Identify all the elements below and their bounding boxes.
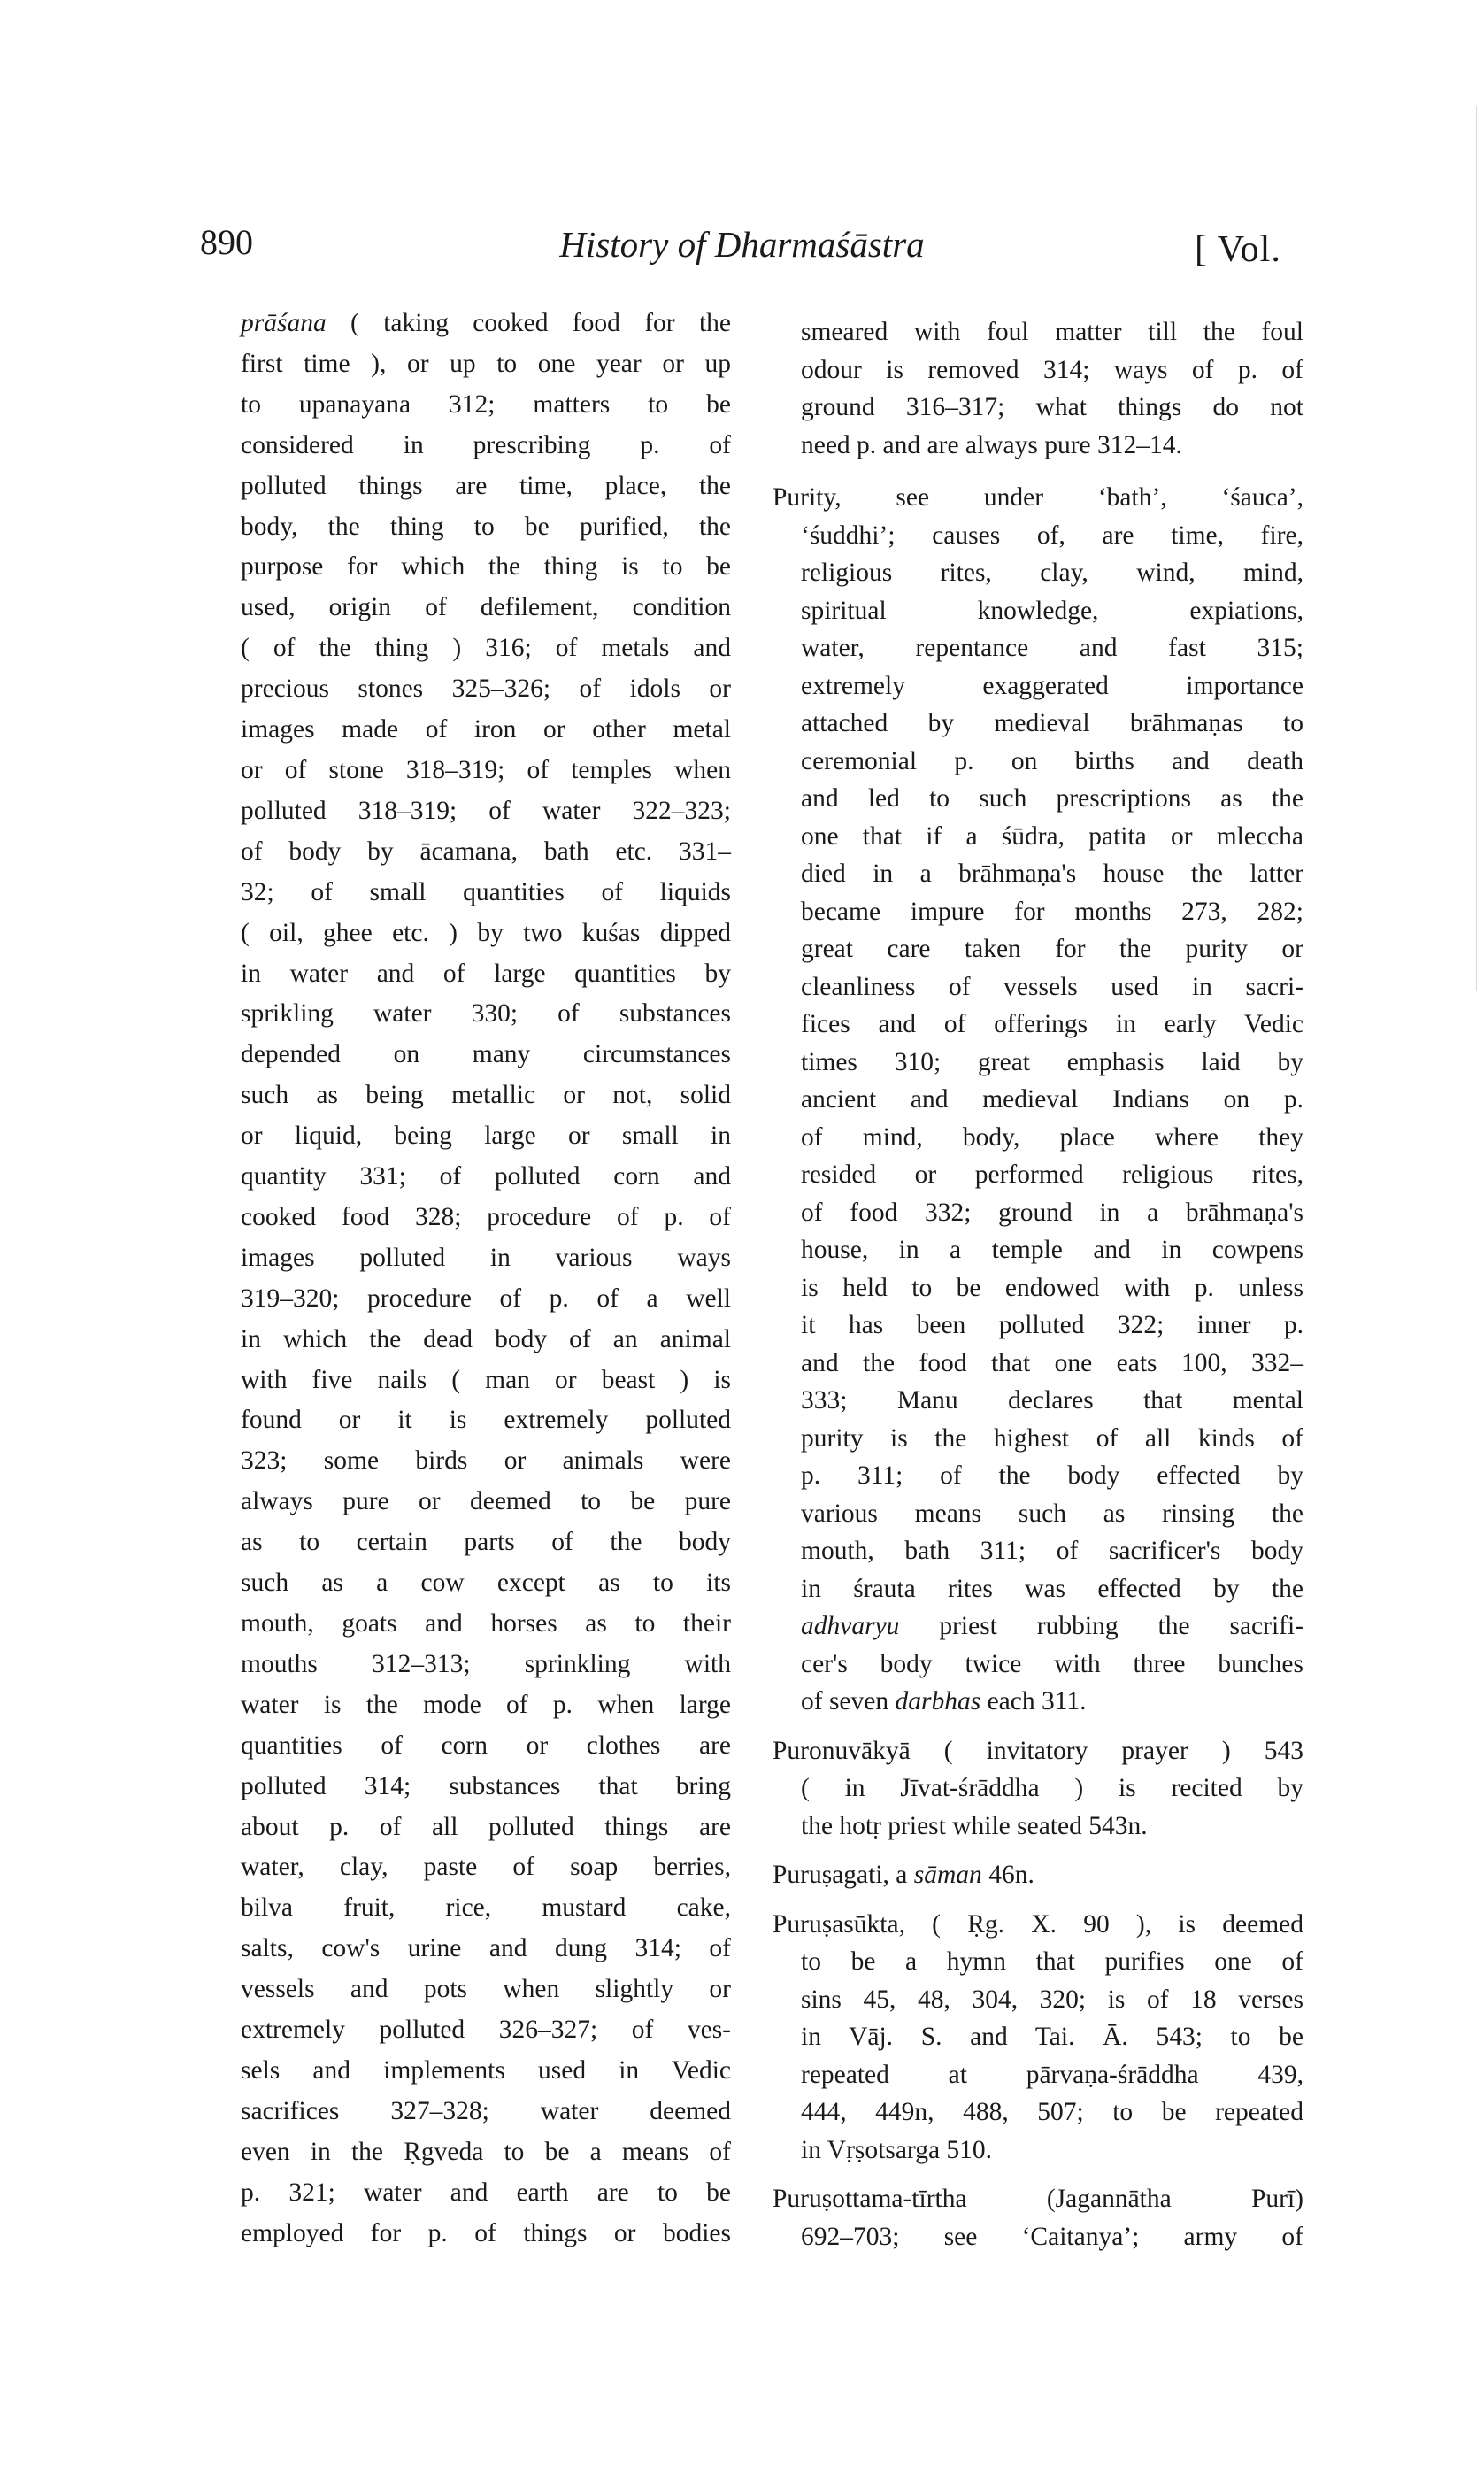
text-line: such as being metallic or not, solid [241,1081,731,1110]
italic-term: sāman [913,1861,982,1889]
running-title: History of Dharmaśāstra [559,224,925,265]
text-line: house, in a temple and in cowpens [801,1236,1303,1264]
text-segment: priest rubbing the sacrifi- [899,1612,1303,1640]
text-line [241,304,731,344]
text-line [773,1683,1303,1721]
text-line: mouth, bath 311; of sacrificer's body [801,1537,1303,1565]
text-line: died in a brāhmaṇa's house the latter [801,860,1303,888]
text-line: first time ), or up to one year or up [241,349,731,378]
text-line: Puruṣottama-tīrtha (Jagannātha Purī) [773,2185,1303,2213]
text-line: salts, cow's urine and dung 314; of [241,1934,731,1963]
page-number: 890 [200,222,253,262]
text-line: 444, 449n, 488, 507; to be repeated [801,2098,1303,2126]
text-line: resided or performed religious rites, [801,1160,1303,1189]
text-line: mouth, goats and horses as to their [241,1609,731,1638]
text-segment: ( taking cooked food for the [326,309,731,337]
text-line: various means such as rinsing the [801,1499,1303,1528]
index-entry [773,2180,1303,2255]
text-line: polluted 318–319; of water 322–323; [241,796,731,825]
text-line: it has been polluted 322; inner p. [801,1311,1303,1339]
text-line: as to certain parts of the body [241,1528,731,1557]
text-line: cer's body twice with three bunches [801,1649,1303,1678]
text-line: even in the Ṛgveda to be a means of [241,2137,731,2166]
text-line: found or it is extremely polluted [241,1406,731,1435]
text-line: quantities of corn or clothes are [241,1731,731,1760]
text-line: sels and implements used in Vedic [241,2055,731,2085]
text-line: p. 311; of the body effected by [801,1461,1303,1490]
text-line: with five nails ( man or beast ) is [241,1365,731,1394]
text-line: smeared with foul matter till the foul [801,318,1303,346]
text-line: purity is the highest of all kinds of [801,1423,1303,1453]
text-segment: of seven [801,1687,896,1715]
text-line: one that if a śūdra, patita or mleccha [801,821,1303,851]
index-entry [773,1732,1303,1846]
text-line: in Vṛṣotsarga 510. [801,2135,993,2164]
text-line: became impure for months 273, 282; [801,897,1303,926]
text-line: ground 316–317; what things do not [801,393,1303,421]
text-line: or of stone 318–319; of temples when [241,755,731,784]
text-line: such as a cow except as to its [241,1569,731,1598]
text-line: sprikling water 330; of substances [241,999,731,1029]
text-line: employed for p. of things or bodies [241,2218,731,2247]
text-line: considered in prescribing p. of [241,430,731,459]
text-line: repeated at pārvaṇa-śrāddha 439, [801,2060,1303,2089]
index-entry [773,1856,1303,1894]
text-line: ‘śuddhi’; causes of, are time, fire, [801,520,1303,550]
text-segment: Puruṣagati, a [773,1861,914,1889]
italic-term: darbhas [895,1687,981,1715]
italic-term: prāśana [241,309,327,337]
text-line: and the food that one eats 100, 332– [801,1348,1303,1377]
text-line: polluted 314; substances that bring [241,1771,731,1800]
text-line: sins 45, 48, 304, 320; is of 18 verses [801,1985,1303,2014]
text-line: sacrifices 327–328; water deemed [241,2096,731,2125]
index-column-left [212,304,731,2255]
text-line: attached by medieval brāhmaṇas to [801,709,1303,737]
text-line: 32; of small quantities of liquids [241,877,731,906]
text-line: extremely exaggerated importance [801,671,1303,700]
text-line: to upanayana 312; matters to be [241,389,731,419]
text-line: about p. of all polluted things are [241,1812,731,1841]
text-line: cooked food 328; procedure of p. of [241,1202,731,1231]
text-line: precious stones 325–326; of idols or [241,675,731,704]
text-line: odour is removed 314; ways of p. of [801,355,1303,384]
text-line: extremely polluted 326–327; of ves- [241,2016,731,2045]
text-line: Puronuvākyā ( invitatory prayer ) 543 [773,1736,1303,1765]
text-line: water is the mode of p. when large [241,1690,731,1719]
text-line: ceremonial p. on births and death [801,746,1303,775]
text-line: need p. and are always pure 312–14. [801,430,1182,459]
italic-term: adhvaryu [801,1612,900,1640]
text-line: 323; some birds or animals were [241,1446,731,1476]
text-line: bilva fruit, rice, mustard cake, [241,1893,731,1923]
text-line: great care taken for the purity or [801,935,1303,963]
text-line: 333; Manu declares that mental [801,1386,1303,1415]
volume-mark: [ Vol. [1195,229,1281,270]
text-line: in which the dead body of an animal [241,1324,731,1353]
text-line [773,1856,1303,1894]
text-line: ( oil, ghee etc. ) by two kuśas dipped [241,918,731,947]
text-line: used, origin of defilement, condition [241,593,731,622]
text-line: images made of iron or other metal [241,715,731,744]
text-line: cleanliness of vessels used in sacri- [801,972,1303,1001]
text-segment: each 311. [980,1687,1087,1715]
text-line: in śrauta rites was effected by the [801,1574,1303,1603]
text-line: purpose for which the thing is to be [241,552,731,582]
text-line: and led to such prescriptions as the [801,784,1303,813]
text-line [773,1607,1303,1646]
text-line: Puruṣasūkta, ( Ṛg. X. 90 ), is deemed [773,1909,1303,1939]
text-line: is held to be endowed with p. unless [801,1273,1303,1302]
text-line: ( of the thing ) 316; of metals and [241,634,731,663]
text-line: depended on many circumstances [241,1040,731,1069]
text-line: Purity, see under ‘bath’, ‘śauca’, [773,483,1303,512]
text-line: of food 332; ground in a brāhmaṇa's [801,1198,1303,1227]
text-line: to be a hymn that purifies one of [801,1947,1303,1976]
text-line: 319–320; procedure of p. of a well [241,1284,731,1313]
text-line: of mind, body, place where they [801,1122,1303,1152]
text-line: times 310; great emphasis laid by [801,1047,1303,1076]
text-line: always pure or deemed to be pure [241,1487,731,1516]
text-line: water, clay, paste of soap berries, [241,1853,731,1882]
text-line: 692–703; see ‘Caitanya’; army of [801,2222,1303,2251]
text-line: or liquid, being large or small in [241,1122,731,1151]
index-column-right [773,313,1303,2255]
text-line: spiritual knowledge, expiations, [801,596,1303,625]
text-line: of body by ācamana, bath etc. 331– [241,836,731,866]
text-line: ancient and medieval Indians on p. [801,1085,1303,1114]
text-line: religious rites, clay, wind, mind, [801,559,1303,587]
text-line: quantity 331; of polluted corn and [241,1162,731,1191]
text-line: water, repentance and fast 315; [801,634,1303,662]
text-line: fices and of offerings in early Vedic [801,1010,1303,1038]
text-line: vessels and pots when slightly or [241,1975,731,2004]
index-entry [773,479,1303,1721]
text-line: p. 321; water and earth are to be [241,2178,731,2207]
text-line: in water and of large quantities by [241,959,731,988]
scan-edge-line [1476,106,1477,991]
text-line: the hotṛ priest while seated 543n. [801,1811,1148,1840]
index-entry-continued [773,313,1303,464]
text-line: images polluted in various ways [241,1243,731,1272]
text-line: polluted things are time, place, the [241,471,731,500]
index-entry-continued [212,304,731,2255]
text-line: mouths 312–313; sprinkling with [241,1649,731,1678]
text-line: ( in Jīvat-śrāddha ) is recited by [801,1774,1303,1802]
index-entry [773,1906,1303,2170]
text-line: body, the thing to be purified, the [241,512,731,541]
text-segment: 46n. [981,1861,1034,1889]
text-line: in Vāj. S. and Tai. Ā. 543; to be [801,2023,1303,2051]
